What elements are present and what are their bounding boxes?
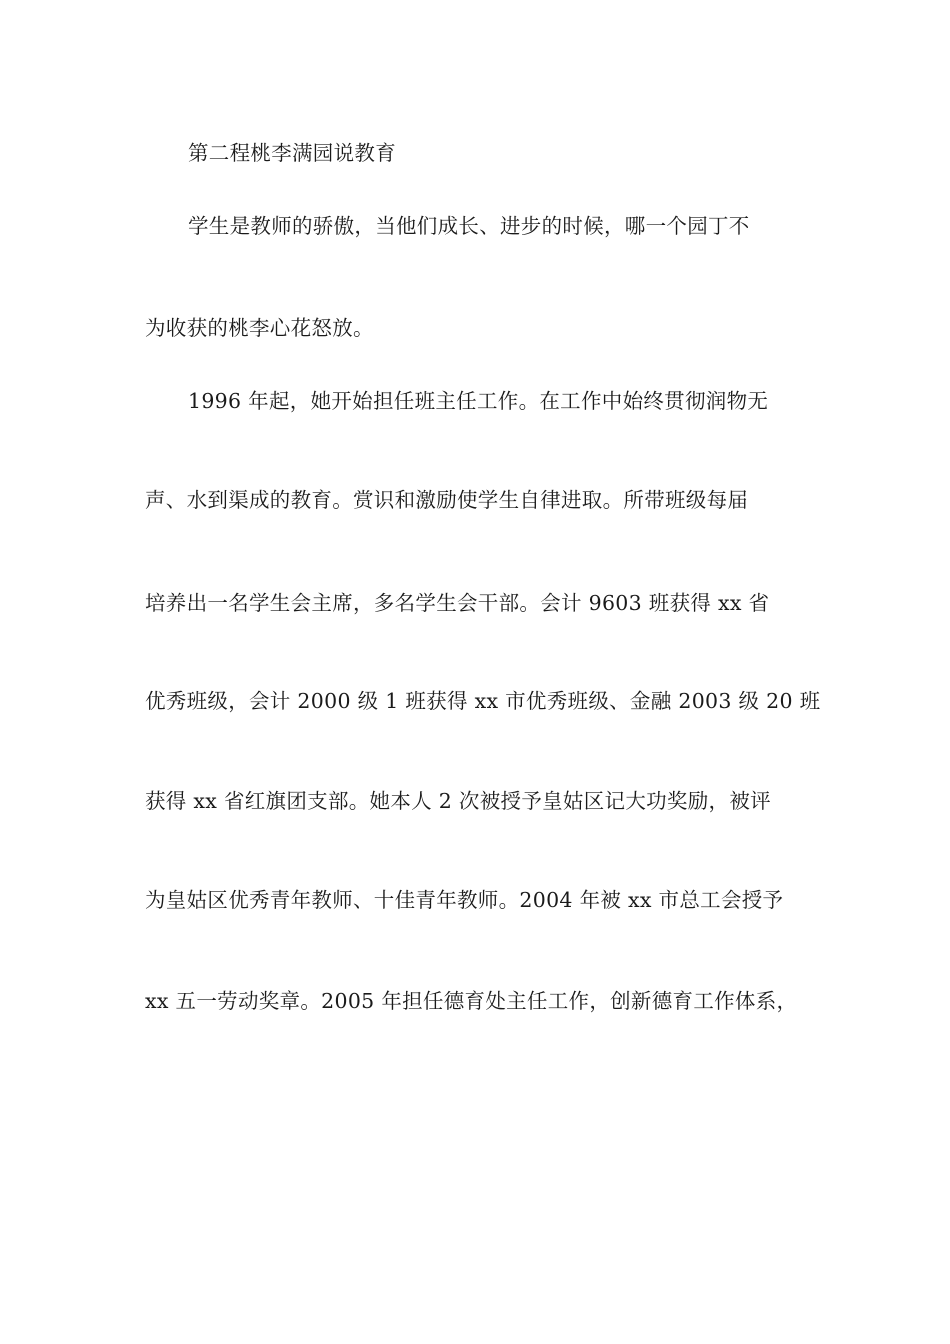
section-heading: 第二程桃李满园说教育 bbox=[188, 141, 396, 165]
paragraph-line: 1996 年起，她开始担任班主任工作。在工作中始终贯彻润物无 bbox=[188, 389, 769, 413]
paragraph-line: xx 五一劳动奖章。2005 年担任德育处主任工作，创新德育工作体系， bbox=[145, 989, 798, 1013]
paragraph-line: 为收获的桃李心花怒放。 bbox=[145, 316, 374, 340]
paragraph-line: 培养出一名学生会主席，多名学生会干部。会计 9603 班获得 xx 省 bbox=[145, 591, 770, 615]
paragraph-line: 声、水到渠成的教育。赏识和激励使学生自律进取。所带班级每届 bbox=[145, 488, 749, 512]
paragraph-line: 为皇姑区优秀青年教师、十佳青年教师。2004 年被 xx 市总工会授予 bbox=[145, 888, 784, 912]
paragraph-line: 学生是教师的骄傲，当他们成长、进步的时候，哪一个园丁不 bbox=[188, 214, 750, 238]
paragraph-line: 优秀班级，会计 2000 级 1 班获得 xx 市优秀班级、金融 2003 级 20 班 bbox=[145, 689, 821, 713]
paragraph-line: 获得 xx 省红旗团支部。她本人 2 次被授予皇姑区记大功奖励，被评 bbox=[145, 789, 771, 813]
